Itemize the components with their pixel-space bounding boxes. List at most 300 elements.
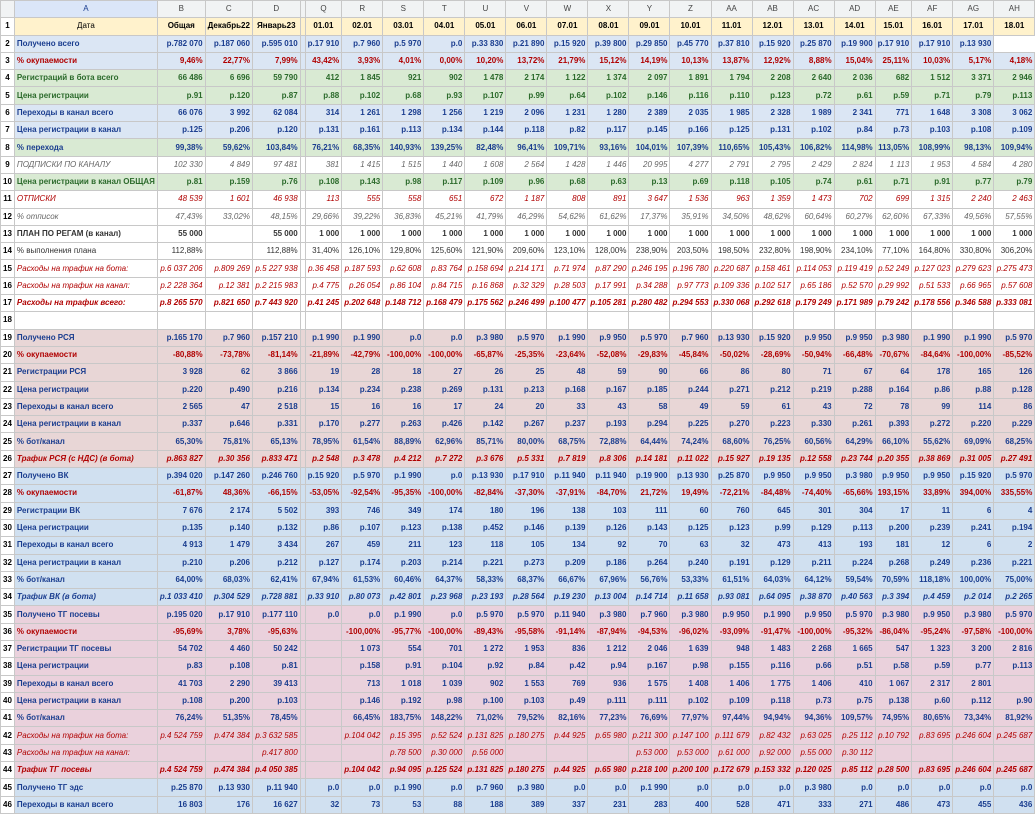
data-cell[interactable]: р.88 bbox=[953, 381, 994, 398]
data-cell[interactable]: р.102 bbox=[793, 122, 834, 139]
data-cell[interactable]: р.158 694 bbox=[465, 260, 506, 277]
data-cell[interactable]: 39,22% bbox=[342, 208, 383, 225]
data-cell[interactable]: 1 323 bbox=[912, 640, 953, 657]
data-cell[interactable]: р.168 bbox=[547, 381, 588, 398]
data-cell[interactable]: 08.01 bbox=[588, 18, 629, 35]
data-cell[interactable]: 15,04% bbox=[834, 52, 875, 69]
data-cell[interactable]: 66 076 bbox=[157, 104, 205, 121]
data-cell[interactable]: 88 bbox=[424, 796, 465, 813]
data-cell[interactable]: 3,78% bbox=[205, 623, 252, 640]
data-cell[interactable]: 109,94% bbox=[994, 139, 1035, 156]
data-cell[interactable]: р.8 306 bbox=[588, 450, 629, 467]
data-cell[interactable]: 01.01 bbox=[305, 18, 342, 35]
data-cell[interactable]: 301 bbox=[793, 502, 834, 519]
data-cell[interactable]: 1 000 bbox=[465, 225, 506, 242]
data-cell[interactable]: 3,93% bbox=[342, 52, 383, 69]
data-cell[interactable]: р.87 290 bbox=[588, 260, 629, 277]
data-cell[interactable]: р.38 870 bbox=[793, 589, 834, 606]
data-cell[interactable]: 68,37% bbox=[506, 571, 547, 588]
data-cell[interactable]: 62,60% bbox=[875, 208, 912, 225]
data-cell[interactable]: 902 bbox=[424, 70, 465, 87]
data-cell[interactable]: 31,40% bbox=[305, 243, 342, 260]
data-cell[interactable]: р.728 881 bbox=[252, 589, 300, 606]
data-cell[interactable]: р.0 bbox=[953, 779, 994, 796]
data-cell[interactable]: р.0 bbox=[342, 779, 383, 796]
data-cell[interactable]: р.192 bbox=[383, 692, 424, 709]
data-cell[interactable]: р.53 000 bbox=[629, 744, 670, 761]
data-cell[interactable]: р.11 940 bbox=[547, 606, 588, 623]
data-cell[interactable]: 123,10% bbox=[547, 243, 588, 260]
data-cell[interactable]: р.0 bbox=[424, 468, 465, 485]
data-cell[interactable]: 68,35% bbox=[342, 139, 383, 156]
data-cell[interactable]: р.15 920 bbox=[953, 468, 994, 485]
data-cell[interactable]: р.33 830 bbox=[465, 35, 506, 52]
data-cell[interactable]: р.107 bbox=[465, 87, 506, 104]
data-cell[interactable]: -50,02% bbox=[711, 346, 752, 363]
data-cell[interactable]: р.209 bbox=[547, 554, 588, 571]
data-cell[interactable]: 1 639 bbox=[670, 640, 711, 657]
data-cell[interactable]: р.212 bbox=[252, 554, 300, 571]
row-number[interactable]: 37 bbox=[1, 640, 15, 657]
data-cell[interactable]: 2 317 bbox=[912, 675, 953, 692]
data-cell[interactable]: р.4 775 bbox=[305, 277, 342, 294]
data-cell[interactable]: р.185 bbox=[629, 381, 670, 398]
row-label-cell[interactable]: Регистрации ВК bbox=[14, 502, 157, 519]
data-cell[interactable]: 1 122 bbox=[547, 70, 588, 87]
data-cell[interactable]: р.833 471 bbox=[252, 450, 300, 467]
data-cell[interactable]: р.64 095 bbox=[752, 589, 793, 606]
data-cell[interactable]: р.174 bbox=[342, 554, 383, 571]
data-cell[interactable]: р.206 bbox=[205, 122, 252, 139]
data-cell[interactable]: 1 298 bbox=[383, 104, 424, 121]
data-cell[interactable]: р.330 bbox=[793, 416, 834, 433]
data-cell[interactable]: 64,00% bbox=[157, 571, 205, 588]
data-cell[interactable]: 891 bbox=[588, 191, 629, 208]
data-cell[interactable]: 72 bbox=[834, 398, 875, 415]
data-cell[interactable] bbox=[305, 675, 342, 692]
data-cell[interactable]: -100,00% bbox=[424, 623, 465, 640]
data-cell[interactable]: 1 000 bbox=[834, 225, 875, 242]
row-label-cell[interactable]: Получено ТГ эдс bbox=[14, 779, 157, 796]
data-cell[interactable]: р.108 bbox=[953, 122, 994, 139]
data-cell[interactable]: 69,09% bbox=[953, 433, 994, 450]
data-cell[interactable]: 232,80% bbox=[752, 243, 793, 260]
data-cell[interactable]: 16 bbox=[342, 398, 383, 415]
data-cell[interactable]: р.7 960 bbox=[629, 606, 670, 623]
data-cell[interactable] bbox=[305, 710, 342, 727]
data-cell[interactable]: 148,22% bbox=[424, 710, 465, 727]
data-cell[interactable]: 5 502 bbox=[252, 502, 300, 519]
data-cell[interactable]: 10,20% bbox=[465, 52, 506, 69]
data-cell[interactable]: 09.01 bbox=[629, 18, 670, 35]
data-cell[interactable]: 1 261 bbox=[342, 104, 383, 121]
data-cell[interactable]: р.159 bbox=[205, 173, 252, 190]
data-cell[interactable] bbox=[342, 744, 383, 761]
data-cell[interactable]: р.100 bbox=[465, 692, 506, 709]
data-cell[interactable]: р.1 990 bbox=[342, 329, 383, 346]
data-cell[interactable]: 2 389 bbox=[629, 104, 670, 121]
data-cell[interactable]: 1 067 bbox=[875, 675, 912, 692]
data-cell[interactable]: 1 985 bbox=[711, 104, 752, 121]
data-cell[interactable]: 4 584 bbox=[953, 156, 994, 173]
data-cell[interactable]: 11 bbox=[912, 502, 953, 519]
data-cell[interactable]: р.9 950 bbox=[793, 606, 834, 623]
data-cell[interactable]: р.37 810 bbox=[711, 35, 752, 52]
data-cell[interactable]: р.62 608 bbox=[383, 260, 424, 277]
data-cell[interactable]: Январь23 bbox=[252, 18, 300, 35]
data-cell[interactable]: р.17 910 bbox=[506, 468, 547, 485]
data-cell[interactable]: 902 bbox=[465, 675, 506, 692]
data-cell[interactable]: р.127 bbox=[305, 554, 342, 571]
row-label-cell[interactable]: Цена регистрации в канал bbox=[14, 554, 157, 571]
column-header[interactable]: C bbox=[205, 1, 252, 18]
column-header[interactable]: AH bbox=[994, 1, 1035, 18]
data-cell[interactable]: 7 676 bbox=[157, 502, 205, 519]
data-cell[interactable]: 15 bbox=[305, 398, 342, 415]
column-header[interactable]: X bbox=[588, 1, 629, 18]
data-cell[interactable]: 1 000 bbox=[670, 225, 711, 242]
data-cell[interactable] bbox=[912, 312, 953, 329]
data-cell[interactable]: 1 428 bbox=[547, 156, 588, 173]
data-cell[interactable]: р.218 100 bbox=[629, 762, 670, 779]
row-number[interactable]: 29 bbox=[1, 502, 15, 519]
data-cell[interactable]: р.103 bbox=[252, 692, 300, 709]
data-cell[interactable]: р.26 054 bbox=[342, 277, 383, 294]
data-cell[interactable] bbox=[305, 692, 342, 709]
data-cell[interactable]: р.13 930 bbox=[205, 779, 252, 796]
data-cell[interactable]: р.72 bbox=[793, 87, 834, 104]
data-cell[interactable]: р.1 990 bbox=[752, 606, 793, 623]
data-cell[interactable]: 1 845 bbox=[342, 70, 383, 87]
data-cell[interactable]: 2 328 bbox=[752, 104, 793, 121]
data-cell[interactable]: р.52 524 bbox=[424, 727, 465, 744]
data-cell[interactable] bbox=[205, 243, 252, 260]
data-cell[interactable]: р.96 bbox=[506, 173, 547, 190]
data-cell[interactable]: -80,88% bbox=[157, 346, 205, 363]
data-cell[interactable]: р.118 bbox=[506, 122, 547, 139]
row-number[interactable]: 20 bbox=[1, 346, 15, 363]
data-cell[interactable]: 645 bbox=[752, 502, 793, 519]
data-cell[interactable]: -82,84% bbox=[465, 485, 506, 502]
data-cell[interactable]: 1 553 bbox=[506, 675, 547, 692]
data-cell[interactable]: р.272 bbox=[912, 416, 953, 433]
data-cell[interactable]: -50,94% bbox=[793, 346, 834, 363]
data-cell[interactable]: 65,13% bbox=[252, 433, 300, 450]
data-cell[interactable]: 93,16% bbox=[588, 139, 629, 156]
data-cell[interactable]: 43 bbox=[793, 398, 834, 415]
data-cell[interactable]: 1 000 bbox=[588, 225, 629, 242]
data-cell[interactable]: р.14 181 bbox=[629, 450, 670, 467]
data-cell[interactable]: р.116 bbox=[752, 658, 793, 675]
data-cell[interactable]: 455 bbox=[953, 796, 994, 813]
data-cell[interactable]: 64,12% bbox=[793, 571, 834, 588]
data-cell[interactable]: 32 bbox=[305, 796, 342, 813]
data-cell[interactable]: 165 bbox=[953, 364, 994, 381]
data-cell[interactable]: 1 000 bbox=[875, 225, 912, 242]
data-cell[interactable]: 283 bbox=[629, 796, 670, 813]
data-cell[interactable] bbox=[953, 312, 994, 329]
data-cell[interactable]: 43,42% bbox=[305, 52, 342, 69]
data-cell[interactable]: р.0 bbox=[305, 779, 342, 796]
data-cell[interactable]: 183,75% bbox=[383, 710, 424, 727]
data-cell[interactable]: 760 bbox=[711, 502, 752, 519]
data-cell[interactable]: 41,79% bbox=[465, 208, 506, 225]
data-cell[interactable]: 68,03% bbox=[205, 571, 252, 588]
data-cell[interactable]: р.280 482 bbox=[629, 295, 670, 312]
data-cell[interactable]: -65,87% bbox=[465, 346, 506, 363]
data-cell[interactable]: р.13 930 bbox=[465, 468, 506, 485]
data-cell[interactable]: р.118 bbox=[752, 692, 793, 709]
data-cell[interactable]: 1 446 bbox=[588, 156, 629, 173]
data-cell[interactable]: р.139 bbox=[547, 519, 588, 536]
data-cell[interactable]: 1 408 bbox=[670, 675, 711, 692]
data-cell[interactable]: р.34 288 bbox=[629, 277, 670, 294]
data-cell[interactable]: 105,43% bbox=[752, 139, 793, 156]
data-cell[interactable]: р.98 bbox=[670, 658, 711, 675]
row-label-cell[interactable]: Расходы на трафик на бота: bbox=[14, 727, 157, 744]
data-cell[interactable]: 113 bbox=[305, 191, 342, 208]
data-cell[interactable]: р.11 940 bbox=[588, 468, 629, 485]
data-cell[interactable]: р.15 927 bbox=[711, 450, 752, 467]
data-cell[interactable] bbox=[547, 744, 588, 761]
data-cell[interactable]: 2 290 bbox=[205, 675, 252, 692]
data-cell[interactable]: 126,10% bbox=[342, 243, 383, 260]
data-cell[interactable]: р.294 553 bbox=[670, 295, 711, 312]
data-cell[interactable]: 3 866 bbox=[252, 364, 300, 381]
data-cell[interactable]: р.264 bbox=[629, 554, 670, 571]
row-label-cell[interactable]: % окупаемости bbox=[14, 346, 157, 363]
data-cell[interactable]: р.144 bbox=[465, 122, 506, 139]
data-cell[interactable]: р.12 381 bbox=[205, 277, 252, 294]
data-cell[interactable]: 554 bbox=[383, 640, 424, 657]
data-cell[interactable]: 56,76% bbox=[629, 571, 670, 588]
data-cell[interactable]: р.3 980 bbox=[834, 468, 875, 485]
data-cell[interactable]: -100,00% bbox=[383, 346, 424, 363]
data-cell[interactable]: -93,09% bbox=[711, 623, 752, 640]
data-cell[interactable]: 2 341 bbox=[834, 104, 875, 121]
data-cell[interactable]: р.71 bbox=[912, 87, 953, 104]
data-cell[interactable]: р.68 bbox=[383, 87, 424, 104]
data-cell[interactable]: 18 bbox=[383, 364, 424, 381]
data-cell[interactable]: 54,62% bbox=[547, 208, 588, 225]
data-cell[interactable]: р.93 bbox=[424, 87, 465, 104]
row-number[interactable]: 1 bbox=[1, 18, 15, 35]
data-cell[interactable]: -52,08% bbox=[588, 346, 629, 363]
data-cell[interactable]: р.69 bbox=[670, 173, 711, 190]
data-cell[interactable]: р.1 990 bbox=[953, 329, 994, 346]
data-cell[interactable]: р.2 548 bbox=[305, 450, 342, 467]
data-cell[interactable]: 96,41% bbox=[506, 139, 547, 156]
data-cell[interactable]: -100,00% bbox=[994, 623, 1035, 640]
data-cell[interactable]: 1 187 bbox=[506, 191, 547, 208]
data-cell[interactable]: 1 406 bbox=[711, 675, 752, 692]
data-cell[interactable]: р.5 970 bbox=[994, 606, 1035, 623]
data-cell[interactable]: р.3 980 bbox=[588, 606, 629, 623]
data-cell[interactable]: -84,48% bbox=[752, 485, 793, 502]
row-number[interactable]: 36 bbox=[1, 623, 15, 640]
data-cell[interactable]: р.94 bbox=[588, 658, 629, 675]
data-cell[interactable]: 413 bbox=[793, 537, 834, 554]
data-cell[interactable]: 106,82% bbox=[793, 139, 834, 156]
data-cell[interactable]: 88,89% bbox=[383, 433, 424, 450]
data-cell[interactable]: р.5 227 938 bbox=[252, 260, 300, 277]
data-cell[interactable]: р.267 bbox=[506, 416, 547, 433]
data-cell[interactable]: 90 bbox=[629, 364, 670, 381]
data-cell[interactable]: р.0 bbox=[342, 606, 383, 623]
data-cell[interactable]: р.7 819 bbox=[547, 450, 588, 467]
data-cell[interactable]: 100,00% bbox=[953, 571, 994, 588]
data-cell[interactable]: 176 bbox=[205, 796, 252, 813]
row-number[interactable]: 33 bbox=[1, 571, 15, 588]
data-cell[interactable]: р.244 bbox=[670, 381, 711, 398]
data-cell[interactable]: р.127 023 bbox=[912, 260, 953, 277]
data-cell[interactable]: 126 bbox=[994, 364, 1035, 381]
data-cell[interactable]: 400 bbox=[670, 796, 711, 813]
data-cell[interactable]: р.15 920 bbox=[305, 468, 342, 485]
data-cell[interactable]: р.83 764 bbox=[424, 260, 465, 277]
data-cell[interactable]: 102 330 bbox=[157, 156, 205, 173]
data-cell[interactable]: р.0 bbox=[424, 35, 465, 52]
data-cell[interactable]: -21,89% bbox=[305, 346, 342, 363]
row-label-cell[interactable]: ПОДПИСКИ ПО КАНАЛУ bbox=[14, 156, 157, 173]
data-cell[interactable]: 18.01 bbox=[994, 18, 1035, 35]
data-cell[interactable]: р.206 bbox=[205, 554, 252, 571]
column-header[interactable]: AE bbox=[875, 1, 912, 18]
row-label-cell[interactable]: % бот/канал bbox=[14, 433, 157, 450]
data-cell[interactable]: р.83 695 bbox=[912, 762, 953, 779]
row-label-cell[interactable]: Расходы на трафик на бота: bbox=[14, 260, 157, 277]
data-cell[interactable]: 78,95% bbox=[305, 433, 342, 450]
data-cell[interactable]: 108,99% bbox=[912, 139, 953, 156]
data-cell[interactable]: р.83 bbox=[157, 658, 205, 675]
data-cell[interactable]: 2 801 bbox=[953, 675, 994, 692]
data-cell[interactable]: 86 bbox=[994, 398, 1035, 415]
data-cell[interactable]: р.135 bbox=[157, 519, 205, 536]
data-cell[interactable]: 4,18% bbox=[994, 52, 1035, 69]
data-cell[interactable]: р.82 bbox=[547, 122, 588, 139]
data-cell[interactable]: р.125 524 bbox=[424, 762, 465, 779]
row-label-cell[interactable]: Цена регистрации bbox=[14, 381, 157, 398]
data-cell[interactable]: -53,05% bbox=[305, 485, 342, 502]
data-cell[interactable]: 16 bbox=[383, 398, 424, 415]
data-cell[interactable]: -74,40% bbox=[793, 485, 834, 502]
data-cell[interactable]: 1 000 bbox=[506, 225, 547, 242]
data-cell[interactable]: р.239 bbox=[912, 519, 953, 536]
data-cell[interactable]: р.23 744 bbox=[834, 450, 875, 467]
data-cell[interactable]: 48 539 bbox=[157, 191, 205, 208]
data-cell[interactable]: р.1 990 bbox=[383, 779, 424, 796]
data-cell[interactable]: 58 bbox=[629, 398, 670, 415]
data-cell[interactable]: р.2 215 983 bbox=[252, 277, 300, 294]
row-label-cell[interactable]: Расходы на трафик на канал: bbox=[14, 277, 157, 294]
data-cell[interactable]: р.168 479 bbox=[424, 295, 465, 312]
data-cell[interactable]: р.109 336 bbox=[711, 277, 752, 294]
row-number[interactable]: 34 bbox=[1, 589, 15, 606]
data-cell[interactable]: р.277 bbox=[342, 416, 383, 433]
data-cell[interactable]: 2 bbox=[994, 537, 1035, 554]
data-cell[interactable]: р.166 bbox=[670, 122, 711, 139]
data-cell[interactable]: р.126 bbox=[588, 519, 629, 536]
column-header[interactable]: A bbox=[14, 1, 157, 18]
data-cell[interactable]: р.52 570 bbox=[834, 277, 875, 294]
data-cell[interactable]: р.11 940 bbox=[252, 779, 300, 796]
data-cell[interactable]: 98,13% bbox=[953, 139, 994, 156]
data-cell[interactable]: 1 000 bbox=[547, 225, 588, 242]
data-cell[interactable]: р.143 bbox=[342, 173, 383, 190]
data-cell[interactable]: р.91 bbox=[383, 658, 424, 675]
data-cell[interactable]: р.146 bbox=[629, 87, 670, 104]
data-cell[interactable]: 436 bbox=[994, 796, 1035, 813]
data-cell[interactable]: р.0 bbox=[424, 606, 465, 623]
data-cell[interactable]: 203,50% bbox=[670, 243, 711, 260]
data-cell[interactable]: Общая bbox=[157, 18, 205, 35]
data-cell[interactable]: 128,00% bbox=[588, 243, 629, 260]
data-cell[interactable]: 1 000 bbox=[342, 225, 383, 242]
data-cell[interactable]: 1 000 bbox=[424, 225, 465, 242]
data-cell[interactable]: р.15 920 bbox=[547, 35, 588, 52]
data-cell[interactable]: р.109 bbox=[711, 692, 752, 709]
data-cell[interactable]: р.167 bbox=[588, 381, 629, 398]
data-cell[interactable] bbox=[205, 225, 252, 242]
data-cell[interactable]: 105 bbox=[506, 537, 547, 554]
data-cell[interactable]: р.5 970 bbox=[834, 606, 875, 623]
data-cell[interactable]: -37,30% bbox=[506, 485, 547, 502]
data-cell[interactable]: р.304 529 bbox=[205, 589, 252, 606]
data-cell[interactable]: р.102 bbox=[342, 87, 383, 104]
data-cell[interactable]: р.164 bbox=[875, 381, 912, 398]
data-cell[interactable]: р.9 950 bbox=[912, 606, 953, 623]
data-cell[interactable]: -81,14% bbox=[252, 346, 300, 363]
data-cell[interactable]: 24 bbox=[465, 398, 506, 415]
data-cell[interactable]: 1 536 bbox=[670, 191, 711, 208]
data-cell[interactable]: 110,65% bbox=[711, 139, 752, 156]
data-cell[interactable]: 174 bbox=[424, 502, 465, 519]
column-header[interactable]: D bbox=[252, 1, 300, 18]
data-cell[interactable]: р.3 632 585 bbox=[252, 727, 300, 744]
data-cell[interactable] bbox=[157, 744, 205, 761]
data-cell[interactable]: 1 272 bbox=[465, 640, 506, 657]
data-cell[interactable]: 79,52% bbox=[506, 710, 547, 727]
data-cell[interactable]: 67,96% bbox=[588, 571, 629, 588]
data-cell[interactable]: 61,51% bbox=[711, 571, 752, 588]
data-cell[interactable]: 21,79% bbox=[547, 52, 588, 69]
data-cell[interactable]: р.73 bbox=[875, 122, 912, 139]
data-cell[interactable]: р.80 073 bbox=[342, 589, 383, 606]
data-cell[interactable]: 6 bbox=[953, 537, 994, 554]
data-cell[interactable]: р.330 068 bbox=[711, 295, 752, 312]
data-cell[interactable]: 27 bbox=[424, 364, 465, 381]
data-cell[interactable]: 238,90% bbox=[629, 243, 670, 260]
data-cell[interactable]: р.219 bbox=[793, 381, 834, 398]
data-cell[interactable]: 1 512 bbox=[912, 70, 953, 87]
data-cell[interactable]: 103 bbox=[588, 502, 629, 519]
data-cell[interactable]: 60,46% bbox=[383, 571, 424, 588]
data-cell[interactable] bbox=[252, 312, 300, 329]
data-cell[interactable] bbox=[205, 312, 252, 329]
data-cell[interactable]: р.147 100 bbox=[670, 727, 711, 744]
data-cell[interactable]: р.98 bbox=[383, 173, 424, 190]
data-cell[interactable]: р.117 bbox=[424, 173, 465, 190]
data-cell[interactable]: 61,62% bbox=[588, 208, 629, 225]
data-cell[interactable]: -73,78% bbox=[205, 346, 252, 363]
data-cell[interactable]: р.474 384 bbox=[205, 727, 252, 744]
data-cell[interactable]: -92,54% bbox=[342, 485, 383, 502]
row-number[interactable]: 39 bbox=[1, 675, 15, 692]
data-cell[interactable]: р.193 bbox=[588, 416, 629, 433]
data-cell[interactable]: 1 483 bbox=[752, 640, 793, 657]
data-cell[interactable]: р.211 bbox=[793, 554, 834, 571]
data-cell[interactable]: 77,10% bbox=[875, 243, 912, 260]
